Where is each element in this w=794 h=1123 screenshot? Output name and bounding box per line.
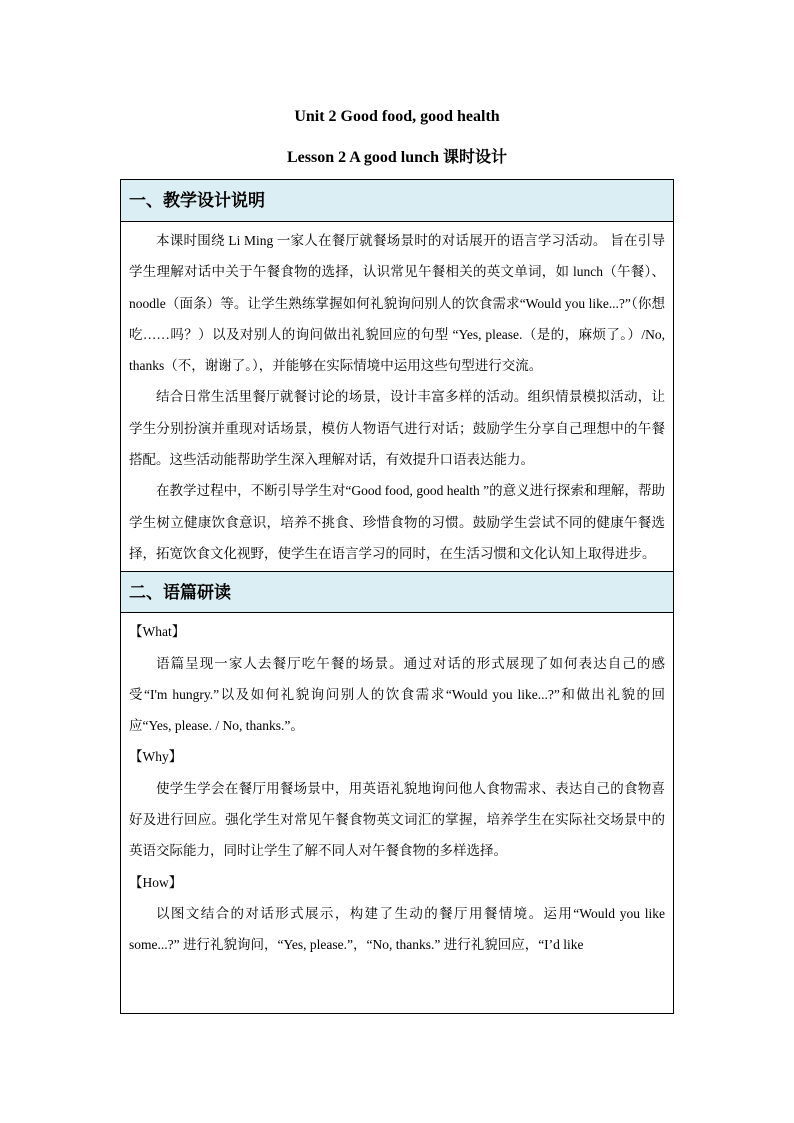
what-paragraph: 语篇呈现一家人去餐厅吃午餐的场景。通过对话的形式展现了如何表达自己的感受“I'm hungry.”以及如何礼貌询问别人的饮食需求“Would you like...?”和做出礼貌的回应“Yes, please. / No, thanks.”。	[129, 655, 665, 734]
section-body-text-analysis	[121, 613, 673, 962]
how-paragraph: 以图文结合的对话形式展示，构建了生动的餐厅用餐情境。运用“Would you like some...?” 进行礼貌询问，“Yes, please.”，“No, thanks.” 进行礼貌回应，“I’d like	[129, 905, 665, 953]
why-paragraph: 使学生学会在餐厅用餐场景中，用英语礼貌地询问他人食物需求、表达自己的食物喜好及进行回应。强化学生对常见午餐食物英文词汇的掌握，培养学生在实际社交场景中的英语交际能力，同时让学生了解不同人对午餐食物的多样选择。	[129, 780, 665, 859]
what-label: 【What】	[129, 624, 186, 640]
section-heading-design: 一、教学设计说明	[121, 180, 673, 222]
design-paragraph: 在教学过程中，不断引导学生对“Good food, good health ”的意义进行探索和理解，帮助学生树立健康饮食意识，培养不挑食、珍惜食物的习惯。鼓励学生尝试不同的健康午餐选择，拓宽饮食文化视野，使学生在语言学习的同时，在生活习惯和文化认知上取得进步。	[129, 483, 665, 561]
lesson-design-table	[120, 179, 674, 1014]
lesson-title: Lesson 2 A good lunch 课时设计	[286, 149, 508, 166]
section-heading-text-analysis: 二、语篇研读	[121, 571, 673, 613]
design-paragraph: 本课时围绕 Li Ming 一家人在餐厅就餐场景时的对话展开的语言学习活动。 旨在引导学生理解对话中关于午餐食物的选择，认识常见午餐相关的英文单词，如 lunch（午餐）、noodle（面条）等。让学生熟练掌握如何礼貌询问别人的饮食需求“Would you like...?”（你想吃……吗？）以及对别人的询问做出礼貌回应的句型 “Yes, please.（是的，麻烦了。）/No, thanks（不，谢谢了。），并能够在实际情境中运用这些句型进行交流。	[129, 233, 665, 374]
why-label: 【Why】	[129, 749, 183, 765]
unit-title: Unit 2 Good food, good health	[294, 108, 500, 125]
how-label: 【How】	[129, 874, 183, 890]
design-paragraph: 结合日常生活里餐厅就餐讨论的场景，设计丰富多样的活动。组织情景模拟活动，让学生分别扮演并重现对话场景，模仿人物语气进行对话；鼓励学生分享自己理想中的午餐搭配。这些活动能帮助学生深入理解对话，有效提升口语表达能力。	[129, 389, 665, 468]
section-body-design	[121, 222, 673, 571]
